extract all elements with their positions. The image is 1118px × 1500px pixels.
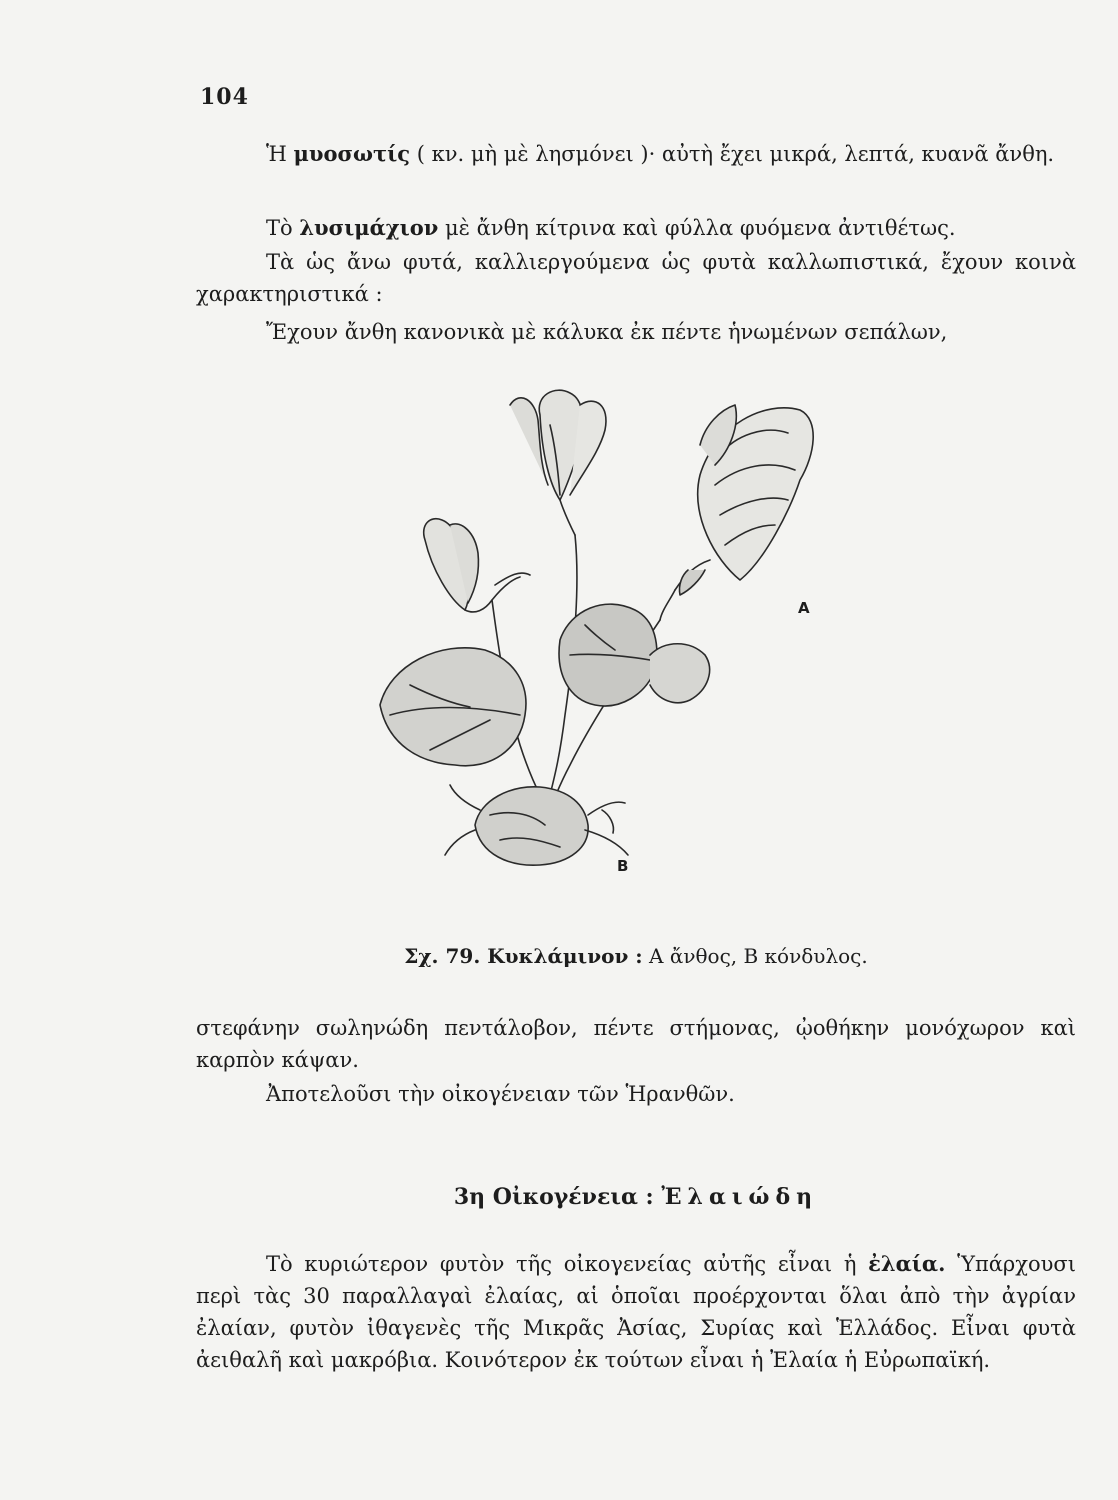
figure-label-a: A bbox=[798, 599, 810, 617]
caption-label: Σχ. 79. Κυκλάμινον : bbox=[404, 944, 643, 968]
paragraph-olive bbox=[196, 1248, 1076, 1376]
flower-top-drawing bbox=[510, 390, 606, 535]
paragraph-common-features: Τὰ ὡς ἄνω φυτά, καλλιεργούμενα ὡς φυτὰ καλλωπιστικά, ἔχουν κοινὰ χαρακτηριστικά : bbox=[196, 250, 1076, 306]
caption-text: A ἄνθος, B κόνδυλος. bbox=[642, 944, 868, 968]
tuber-b-drawing bbox=[445, 785, 628, 865]
page-number: 104 bbox=[200, 84, 249, 110]
cyclamen-figure bbox=[370, 385, 840, 885]
myosotis-prefix: Ἡ bbox=[266, 142, 294, 166]
paragraph-flowers: Ἔχουν ἄνθη κανονικὰ μὲ κάλυκα ἐκ πέντε ἡνωμένων σεπάλων, bbox=[266, 320, 948, 344]
cyclamen-illustration bbox=[370, 385, 840, 885]
flower-a-drawing bbox=[660, 405, 813, 620]
paragraph-lysimachion bbox=[196, 212, 1076, 244]
figure-label-b: B bbox=[617, 857, 629, 875]
term-olive: ἐλαία. bbox=[868, 1251, 946, 1276]
paragraph-family: Ἀποτελοῦσι τὴν οἰκογένειαν τῶν Ἡρανθῶν. bbox=[266, 1082, 735, 1106]
heading-prefix: 3η Οἰκογένεια : bbox=[453, 1184, 662, 1210]
term-myosotis: μυοσωτίς bbox=[293, 141, 411, 166]
paragraph-flower-structure: στεφάνην σωληνώδη πεντάλοβον, πέντε στήμονας, ᾠοθήκην μονόχωρον καὶ καρπὸν κάψαν. bbox=[196, 1016, 1076, 1072]
myosotis-text: ( κν. μὴ μὲ λησμόνει )· αὐτὴ ἔχει μικρά, λεπτά, κυανᾶ ἄνθη. bbox=[410, 142, 1055, 166]
olive-text-1: Τὸ κυριώτερον φυτὸν τῆς οἰκογενείας αὐτῆς εἶναι ἡ bbox=[266, 1252, 869, 1276]
lysimachion-prefix: Τὸ bbox=[266, 216, 300, 240]
section-heading-elaiodi bbox=[196, 1184, 1076, 1210]
term-lysimachion: λυσιμάχιον bbox=[299, 215, 439, 240]
heading-family-name: Ἐλαιώδη bbox=[661, 1184, 819, 1210]
figure-caption bbox=[196, 944, 1076, 968]
lysimachion-text: μὲ ἄνθη κίτρινα καὶ φύλλα φυόμενα ἀντιθέτως. bbox=[438, 216, 956, 240]
olive-text-2: Ὑπάρχουσι περὶ τὰς 30 παραλλαγαὶ ἐλαίας, αἱ ὁποῖαι προέρχονται ὅλαι ἀπὸ τὴν ἀγρίαν ἐλαίαν, φυτὸν ἰθαγενὲς τῆς Μικρᾶς Ἀσίας, Συρίας καὶ Ἑλλάδος. Εἶναι φυτὰ ἀειθαλῆ καὶ μακρόβια. Κοινότερον ἐκ τούτων εἶναι ἡ Ἐλαία ἡ Εὐρωπαϊκή. bbox=[196, 1252, 1076, 1372]
flower-left-drawing bbox=[424, 519, 530, 612]
paragraph-myosotis bbox=[196, 138, 1076, 170]
